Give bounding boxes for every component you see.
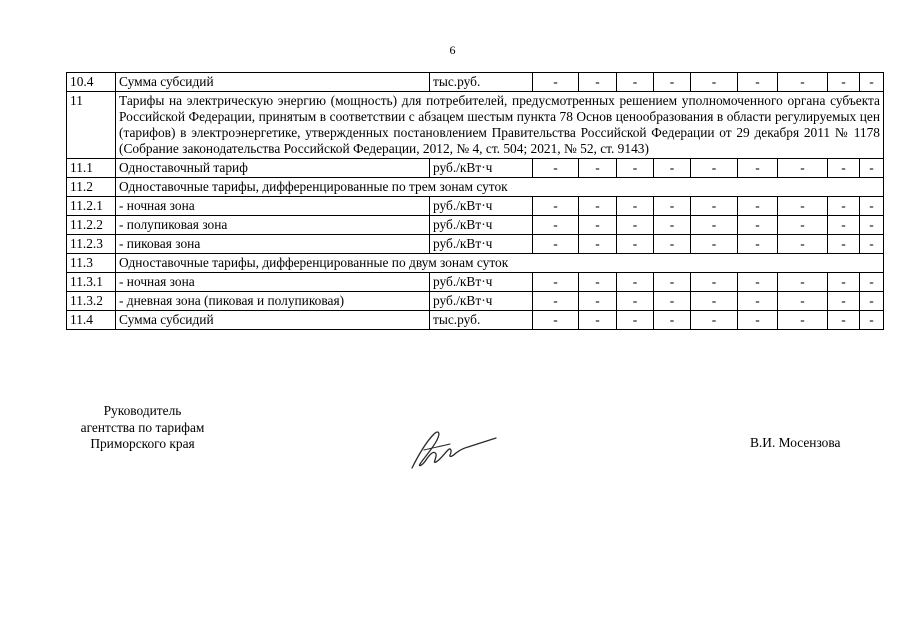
table-row	[67, 311, 884, 330]
value-cell: -	[654, 216, 691, 235]
table-row	[67, 216, 884, 235]
row-unit: руб./кВт·ч	[430, 292, 533, 311]
value-cell: -	[778, 273, 828, 292]
value-cell: -	[778, 311, 828, 330]
value-cell: -	[778, 159, 828, 178]
row-name: Одноставочный тариф	[116, 159, 430, 178]
value-cell: -	[828, 159, 860, 178]
value-cell: -	[738, 311, 778, 330]
value-cell: -	[617, 292, 654, 311]
value-cell: -	[691, 197, 738, 216]
table-row	[67, 178, 884, 197]
value-cell: -	[617, 273, 654, 292]
value-cell: -	[654, 73, 691, 92]
value-cell: -	[533, 292, 579, 311]
row-unit: руб./кВт·ч	[430, 235, 533, 254]
row-number: 11.2.3	[67, 235, 116, 254]
value-cell: -	[617, 216, 654, 235]
row-name: - дневная зона (пиковая и полупиковая)	[116, 292, 430, 311]
signatory-line-3: Приморского края	[90, 436, 195, 451]
value-cell: -	[691, 273, 738, 292]
value-cell: -	[579, 273, 617, 292]
value-cell: -	[533, 73, 579, 92]
table-body	[67, 73, 884, 330]
value-cell: -	[691, 311, 738, 330]
row-number: 11.4	[67, 311, 116, 330]
value-cell: -	[860, 273, 884, 292]
row-name: - ночная зона	[116, 197, 430, 216]
row-name: - полупиковая зона	[116, 216, 430, 235]
value-cell: -	[860, 235, 884, 254]
row-name: Сумма субсидий	[116, 311, 430, 330]
value-cell: -	[579, 216, 617, 235]
value-cell: -	[617, 197, 654, 216]
row-number: 11.3.1	[67, 273, 116, 292]
value-cell: -	[533, 216, 579, 235]
value-cell: -	[778, 235, 828, 254]
value-cell: -	[860, 73, 884, 92]
handwritten-signature	[404, 420, 499, 475]
signatory-line-2: агентства по тарифам	[80, 419, 205, 435]
table-row	[67, 73, 884, 92]
value-cell: -	[654, 235, 691, 254]
table-row	[67, 292, 884, 311]
value-cell: -	[860, 311, 884, 330]
row-unit: руб./кВт·ч	[430, 159, 533, 178]
value-cell: -	[654, 292, 691, 311]
value-cell: -	[828, 216, 860, 235]
value-cell: -	[617, 235, 654, 254]
value-cell: -	[738, 197, 778, 216]
value-cell: -	[738, 73, 778, 92]
row-number: 11.1	[67, 159, 116, 178]
value-cell: -	[828, 73, 860, 92]
value-cell: -	[860, 216, 884, 235]
row-number: 11.2.2	[67, 216, 116, 235]
signatory-line-1: Руководитель	[103, 403, 182, 418]
section-heading: Одноставочные тарифы, дифференцированные по двум зонам суток	[116, 254, 884, 273]
value-cell: -	[654, 197, 691, 216]
value-cell: -	[778, 197, 828, 216]
value-cell: -	[654, 273, 691, 292]
value-cell: -	[860, 292, 884, 311]
row-name: Сумма субсидий	[116, 73, 430, 92]
value-cell: -	[654, 159, 691, 178]
value-cell: -	[778, 216, 828, 235]
row-unit: руб./кВт·ч	[430, 197, 533, 216]
value-cell: -	[533, 235, 579, 254]
value-cell: -	[533, 273, 579, 292]
signatory-title	[60, 403, 225, 453]
value-cell: -	[617, 159, 654, 178]
value-cell: -	[691, 73, 738, 92]
page-number: 6	[449, 43, 456, 57]
row-unit: руб./кВт·ч	[430, 273, 533, 292]
value-cell: -	[579, 197, 617, 216]
value-cell: -	[738, 273, 778, 292]
value-cell: -	[738, 235, 778, 254]
value-cell: -	[533, 159, 579, 178]
value-cell: -	[691, 235, 738, 254]
value-cell: -	[654, 311, 691, 330]
value-cell: -	[579, 292, 617, 311]
row-name: - ночная зона	[116, 273, 430, 292]
value-cell: -	[617, 73, 654, 92]
section-heading: Тарифы на электрическую энергию (мощность) для потребителей, предусмотренных решением уполномоченного органа субъекта Российской Федерации, принятым в соответствии с абзацем шестым пункта 78 Основ ценообразования в области регулируемых цен (тарифов) в электроэнергетике, утвержденных постановлением Правительства Российской Федерации от 29 декабря 2011 № 1178 (Собрание законодательства Российской Федерации, 2012, № 4, ст. 504; 2021, № 52, ст. 9143)	[116, 92, 884, 159]
value-cell: -	[778, 292, 828, 311]
tariff-table	[66, 72, 884, 330]
table-row	[67, 197, 884, 216]
row-number: 10.4	[67, 73, 116, 92]
signatory-name: В.И. Мосензова	[750, 435, 841, 450]
value-cell: -	[828, 311, 860, 330]
value-cell: -	[533, 311, 579, 330]
table-row	[67, 273, 884, 292]
value-cell: -	[860, 159, 884, 178]
value-cell: -	[828, 273, 860, 292]
value-cell: -	[579, 235, 617, 254]
value-cell: -	[828, 197, 860, 216]
row-unit: руб./кВт·ч	[430, 216, 533, 235]
row-number: 11.3.2	[67, 292, 116, 311]
value-cell: -	[691, 216, 738, 235]
value-cell: -	[738, 292, 778, 311]
table-row	[67, 235, 884, 254]
value-cell: -	[778, 73, 828, 92]
row-number: 11.3	[67, 254, 116, 273]
row-number: 11.2	[67, 178, 116, 197]
table-row	[67, 254, 884, 273]
value-cell: -	[691, 292, 738, 311]
value-cell: -	[533, 197, 579, 216]
table-row	[67, 92, 884, 159]
value-cell: -	[828, 235, 860, 254]
table-row	[67, 159, 884, 178]
section-heading: Одноставочные тарифы, дифференцированные по трем зонам суток	[116, 178, 884, 197]
value-cell: -	[579, 73, 617, 92]
row-number: 11.2.1	[67, 197, 116, 216]
value-cell: -	[738, 216, 778, 235]
value-cell: -	[579, 311, 617, 330]
row-unit: тыс.руб.	[430, 73, 533, 92]
value-cell: -	[579, 159, 617, 178]
value-cell: -	[860, 197, 884, 216]
value-cell: -	[691, 159, 738, 178]
value-cell: -	[617, 311, 654, 330]
row-number: 11	[67, 92, 116, 159]
row-name: - пиковая зона	[116, 235, 430, 254]
value-cell: -	[828, 292, 860, 311]
value-cell: -	[738, 159, 778, 178]
row-unit: тыс.руб.	[430, 311, 533, 330]
